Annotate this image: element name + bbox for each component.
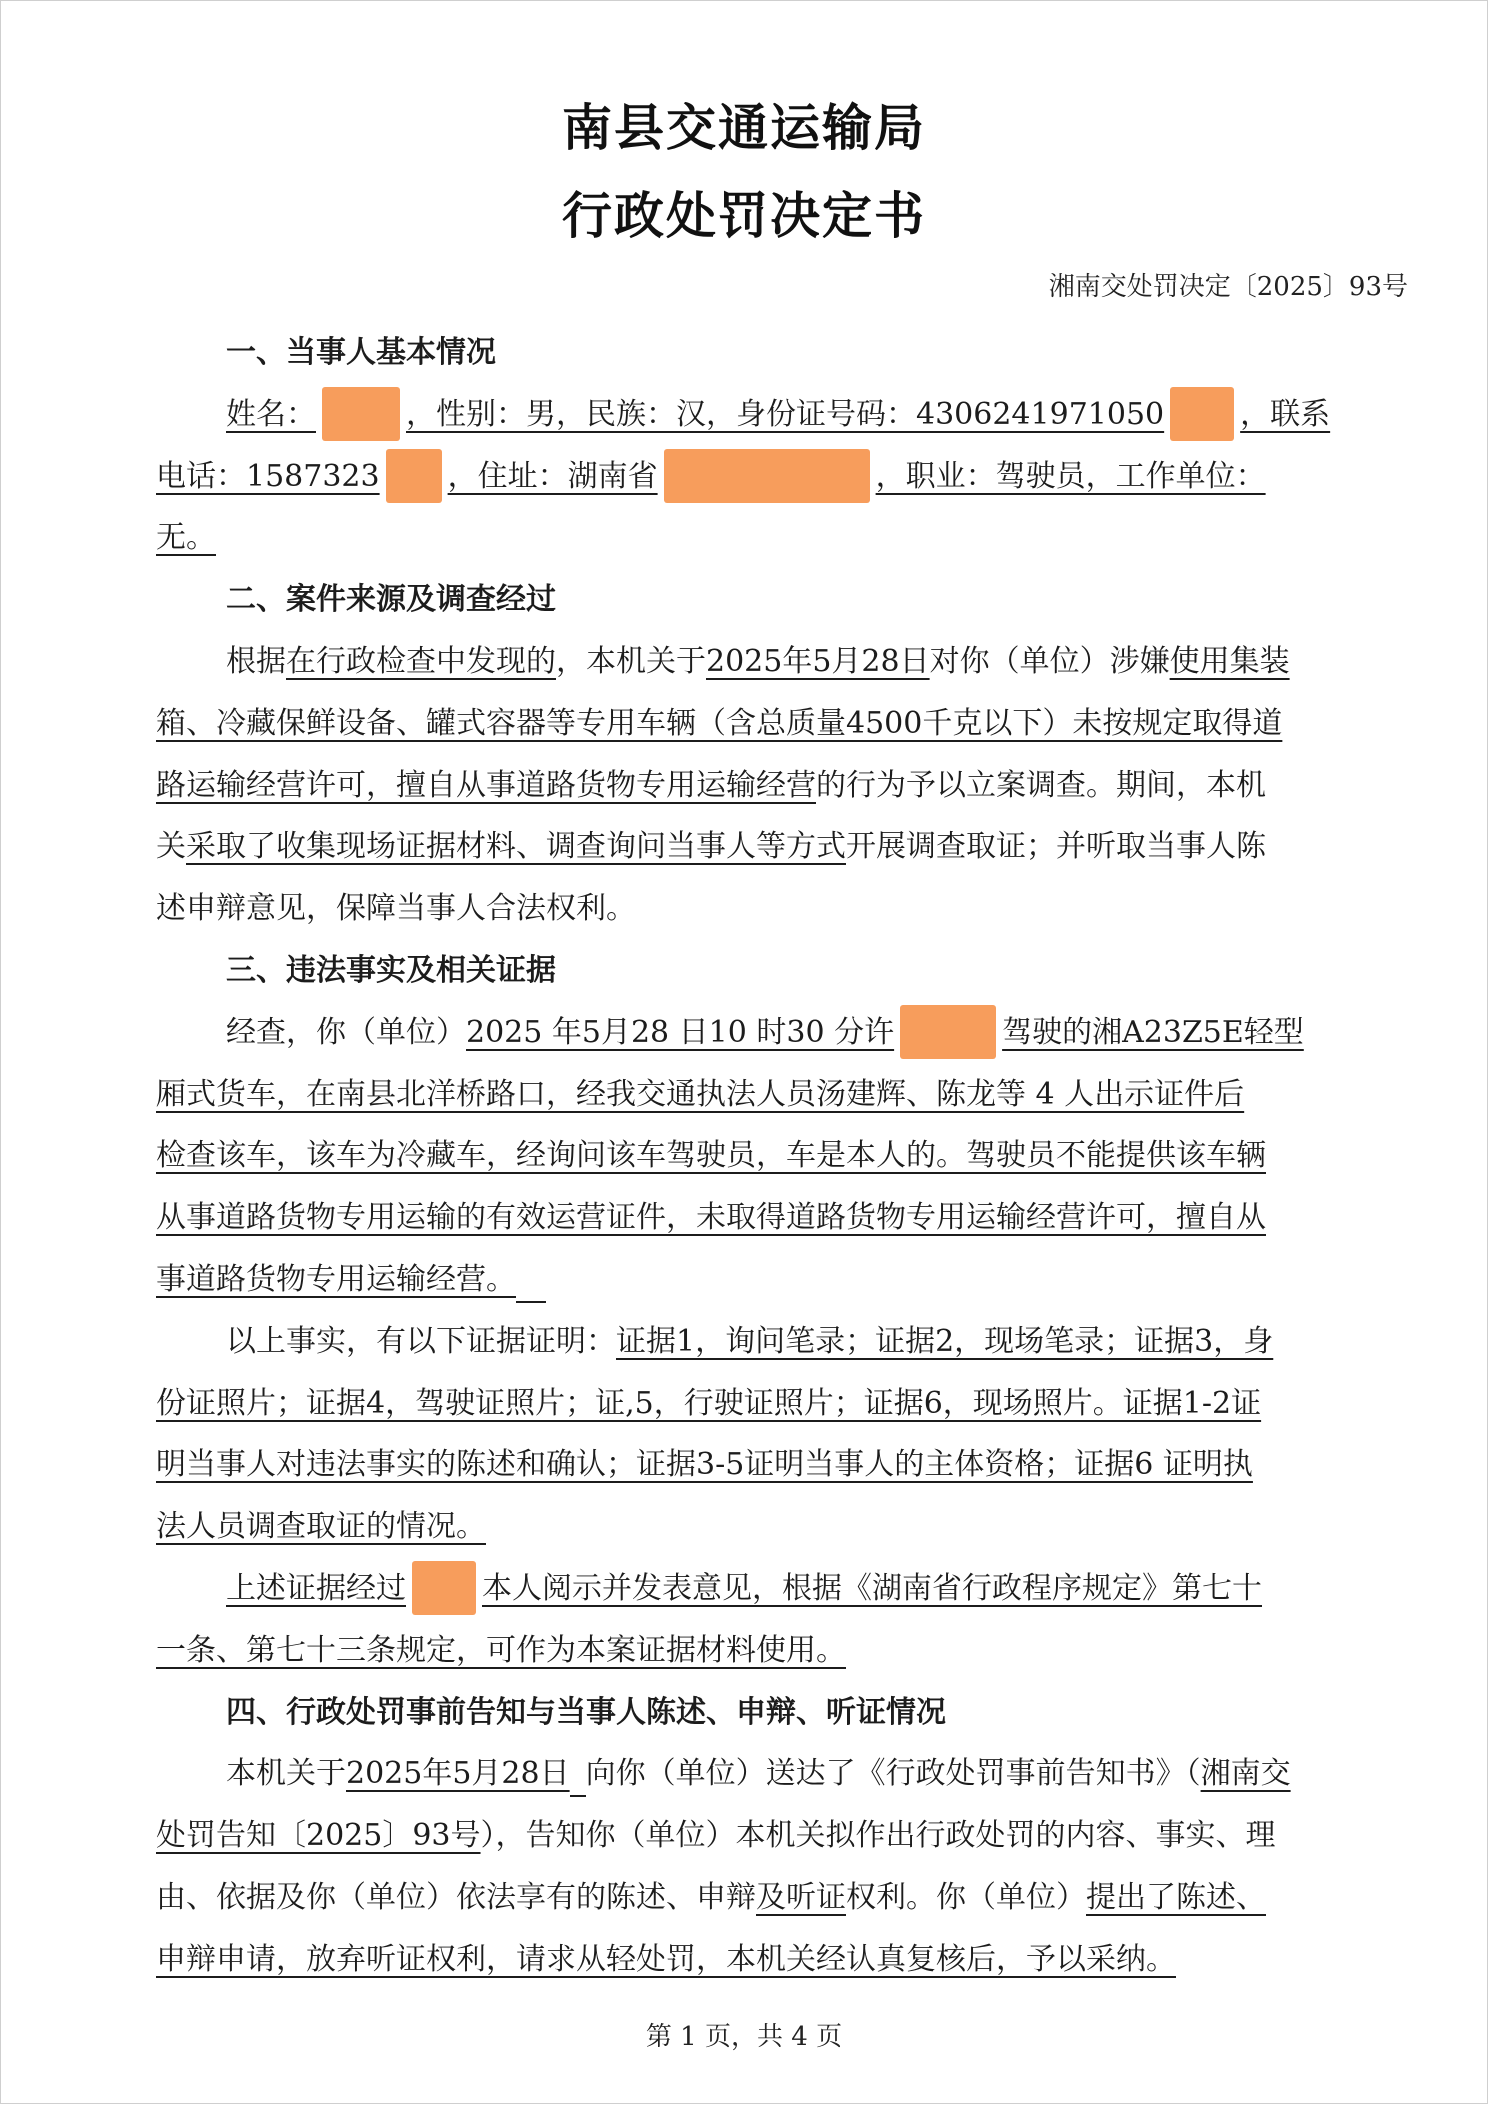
text-span: 关 xyxy=(156,829,186,865)
investigation-methods: 采取了收集现场证据材料、调查询问当事人等方式 xyxy=(186,829,846,865)
section3-line11 xyxy=(156,1620,1406,1682)
evidence-list: 明当事人对违法事实的陈述和确认；证据3-5证明当事人的主体资格；证据6 证明执 xyxy=(156,1447,1253,1483)
section4-line1 xyxy=(156,1743,1406,1805)
redacted-name xyxy=(322,387,400,441)
violation-text: 使用集装 xyxy=(1169,643,1290,679)
occupation-text: ，职业：驾驶员，工作单位： xyxy=(875,458,1266,494)
text-span: 由、依据及你（单位）依法享有的陈述、申辩 xyxy=(156,1879,756,1915)
text-span: 本人阅示并发表意见，根据《湖南省行政程序规定》第七十 xyxy=(482,1570,1262,1606)
violation-text: 箱、冷藏保鲜设备、罐式容器等专用车辆（含总质量4500千克以下）未按规定取得道 xyxy=(156,705,1283,741)
text-span: 对你（单位）涉嫌 xyxy=(929,643,1170,679)
facts-text: 从事道路货物专用运输的有效运营证件，未取得道路货物专用运输经营许可，擅自从 xyxy=(156,1200,1266,1236)
redacted-address xyxy=(664,449,870,503)
notice-number: 处罚告知〔2025〕93号 xyxy=(156,1818,481,1854)
section3-line3 xyxy=(156,1125,1406,1187)
section1-line3 xyxy=(156,507,1406,569)
section4-line2 xyxy=(156,1805,1406,1867)
agency-title: 南县交通运输局 xyxy=(562,99,926,157)
evidence-list: 法人员调查取证的情况。 xyxy=(156,1509,486,1545)
text-span: 以上事实，有以下证据证明： xyxy=(226,1323,616,1359)
section2-line5: 述申辩意见，保障当事人合法权利。 xyxy=(156,891,636,927)
gender-id-text: ，性别：男，民族：汉，身份证号码：4306241971050 xyxy=(406,396,1165,432)
section3-line2 xyxy=(156,1064,1406,1126)
facts-text: 检查该车，该车为冷藏车，经询问该车驾驶员，车是本人的。驾驶员不能提供该车辆 xyxy=(156,1138,1266,1174)
filing-date: 2025年5月28日 xyxy=(706,643,930,679)
evidence-list: 证据1，询问笔录；证据2，现场笔录；证据3，身 xyxy=(616,1323,1274,1359)
section3-line9 xyxy=(156,1496,1406,1558)
redacted-party-name xyxy=(412,1561,476,1615)
text-span: 根据 xyxy=(226,643,286,679)
notice-date: 2025年5月28日 xyxy=(346,1756,570,1792)
section2-heading: 二、案件来源及调查经过 xyxy=(226,582,556,618)
vehicle-text: 驾驶的湘A23Z5E轻型 xyxy=(1002,1014,1304,1050)
section3-line6 xyxy=(156,1311,1406,1373)
section3-heading: 三、违法事实及相关证据 xyxy=(226,952,556,988)
contact-label: ，联系 xyxy=(1240,396,1331,432)
section1-heading: 一、当事人基本情况 xyxy=(226,335,496,370)
party-response: 申辩申请，放弃听证权利，请求从轻处罚，本机关经认真复核后，予以采纳。 xyxy=(156,1941,1176,1977)
incident-time: 2025 年5月28 日10 时30 分许 xyxy=(466,1014,895,1050)
name-label: 姓名： xyxy=(226,396,316,432)
facts-text: 事道路货物专用运输经营。 xyxy=(156,1261,516,1297)
section3-line5 xyxy=(156,1249,1406,1311)
text-span: 的行为予以立案调查。期间，本机 xyxy=(816,767,1266,803)
section3-line10 xyxy=(156,1558,1406,1620)
text-span: ），告知你（单位）本机关拟作出行政处罚的内容、事实、理 xyxy=(480,1818,1276,1854)
case-source: 在行政检查中发现的 xyxy=(286,643,556,679)
text-span: 向你（单位）送达了《行政处罚事前告知书》（ xyxy=(585,1756,1201,1792)
text-span: ，本机关于 xyxy=(556,643,706,679)
text-span: 上述证据经过 xyxy=(226,1570,406,1606)
section3-line8 xyxy=(156,1434,1406,1496)
section3-line1 xyxy=(156,1002,1406,1064)
evidence-list: 份证照片；证据4，驾驶证照片；证,5，行驶证照片；证据6，现场照片。证据1-2证 xyxy=(156,1385,1262,1421)
section4-heading: 四、行政处罚事前告知与当事人陈述、申辩、听证情况 xyxy=(226,1694,946,1730)
redacted-phone-suffix xyxy=(386,449,442,503)
document-number: 湘南交处罚决定〔2025〕93号 xyxy=(1048,272,1408,302)
notice-number: 湘南交 xyxy=(1200,1756,1291,1792)
party-response: 提出了陈述、 xyxy=(1086,1879,1266,1915)
hearing-right: 及听证 xyxy=(756,1879,846,1915)
underline-tail xyxy=(570,1795,586,1797)
evidence-conclusion: 一条、第七十三条规定，可作为本案证据材料使用。 xyxy=(156,1632,846,1668)
section4-line4 xyxy=(156,1929,1406,1991)
redacted-id-suffix xyxy=(1170,387,1234,441)
violation-text: 路运输经营许可，擅自从事道路货物专用运输经营 xyxy=(156,767,816,803)
phone-text: 电话：1587323 xyxy=(156,458,380,494)
employer-value: 无。 xyxy=(156,520,216,556)
redacted-driver-name xyxy=(900,1005,996,1059)
document-body xyxy=(156,322,1406,1991)
facts-text: 厢式货车，在南县北洋桥路口，经我交通执法人员汤建辉、陈龙等 4 人出示证件后 xyxy=(156,1076,1245,1112)
section2-line4 xyxy=(156,816,1406,878)
text-span: 本机关于 xyxy=(226,1756,346,1792)
text-span: 权利。你（单位） xyxy=(846,1879,1086,1915)
text-span: 开展调查取证；并听取当事人陈 xyxy=(846,829,1266,865)
address-label: ，住址：湖南省 xyxy=(447,458,658,494)
section3-line4 xyxy=(156,1187,1406,1249)
section2-line1 xyxy=(156,631,1406,693)
section2-line2 xyxy=(156,693,1406,755)
document-title: 行政处罚决定书 xyxy=(562,187,926,245)
section4-line3 xyxy=(156,1867,1406,1929)
underline-tail xyxy=(516,1301,546,1303)
text-span: 经查，你（单位） xyxy=(226,1014,466,1050)
page-number: 第 1 页，共 4 页 xyxy=(645,2022,843,2052)
section1-line1 xyxy=(156,384,1406,446)
section1-line2 xyxy=(156,446,1406,508)
section2-line3 xyxy=(156,755,1406,817)
section3-line7 xyxy=(156,1373,1406,1435)
